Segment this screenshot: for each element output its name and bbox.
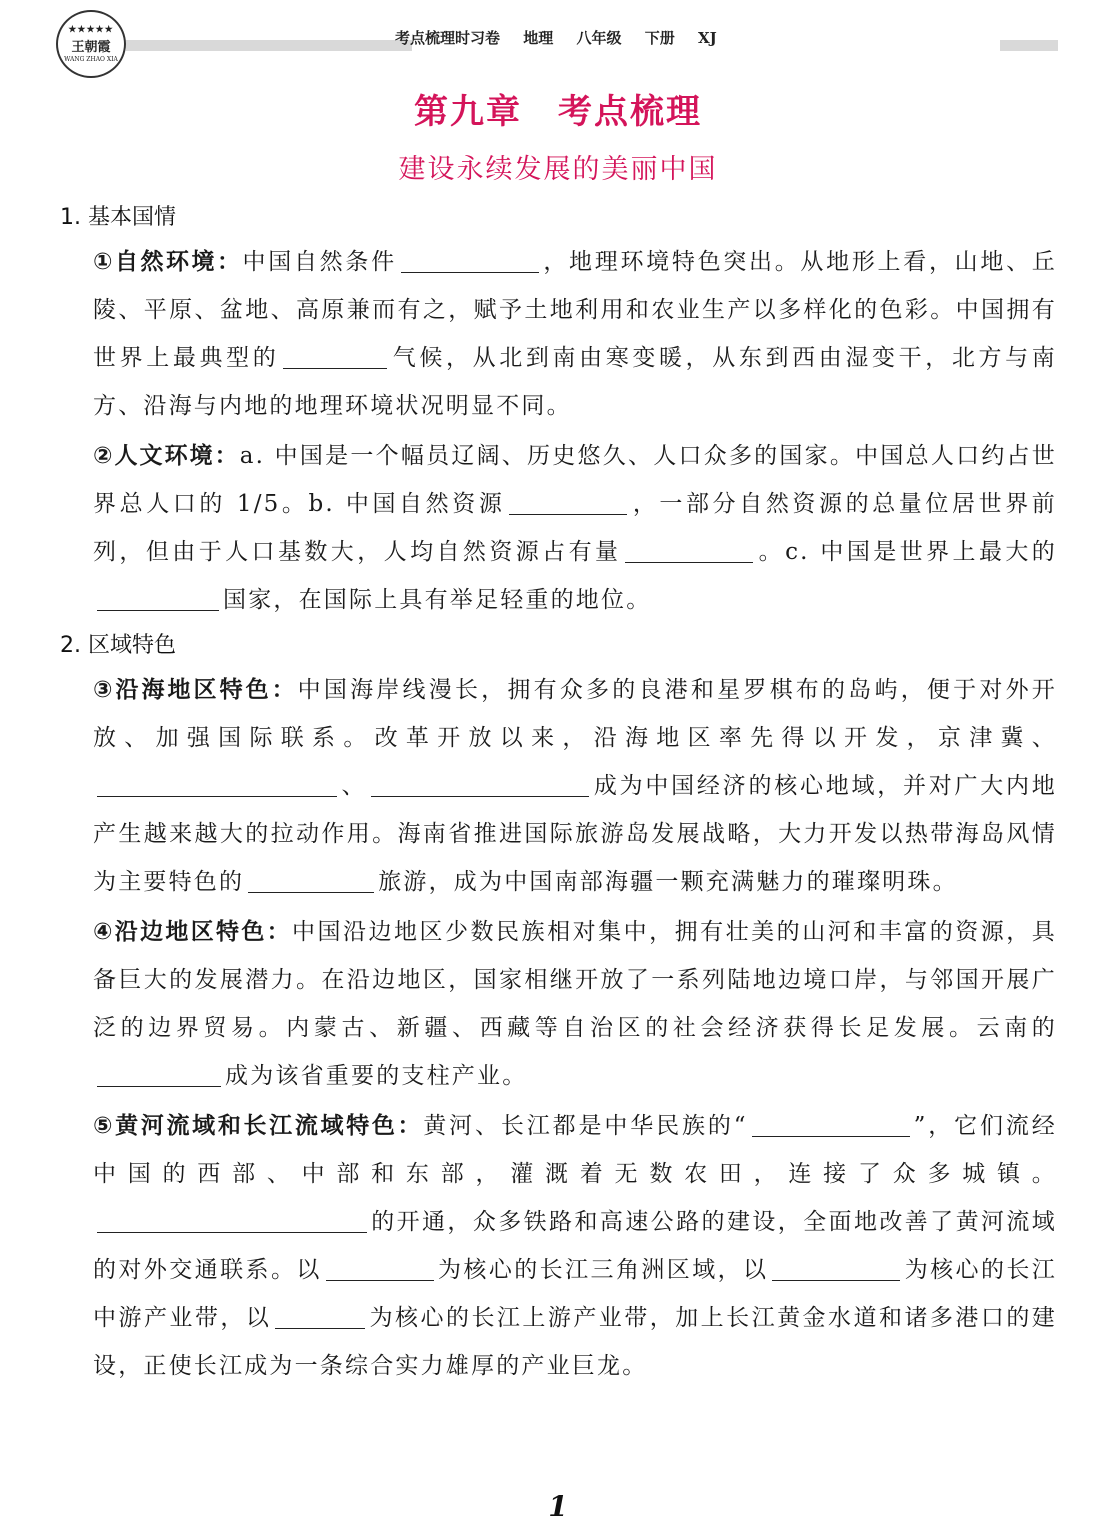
text-run: 气候，从北到南由寒变暖，从东到西由湿变干，北方与南方、沿海与内地的地理环境状况明显不同。 [93, 345, 1057, 419]
text-run: 成为中国经济的核心地域，并对广大内地产生越来越大的拉动作用。海南省推进国际旅游岛发展战略，大力开发以热带海岛风情为主要特色的 [93, 773, 1057, 895]
text-run: ，地理环境特色突出。从地形上看，山地、丘陵、平原、盆地、高原兼而有之，赋予土地利用和农业生产以多样化的色彩。中国拥有世界上最典型的 [93, 249, 1058, 371]
blank-delta-core[interactable] [326, 1256, 434, 1281]
text-run: 黄河、长江都是中华民族的“ [423, 1113, 748, 1139]
content [60, 198, 1060, 1392]
logo-stars: ★★★★★ [68, 25, 114, 35]
header-volume: 下册 [644, 29, 675, 47]
chapter-title [0, 84, 1116, 133]
paragraph-label: ②人文环境： [93, 443, 240, 469]
text-run: 旅游，成为中国南部海疆一颗充满魅力的璀璨明珠。 [378, 869, 958, 895]
blank-middle-core[interactable] [772, 1256, 900, 1281]
text-run: 为核心的长江三角洲区域，以 [437, 1257, 769, 1283]
text-run: 中国沿边地区少数民族相对集中，拥有壮美的山河和丰富的资源，具备巨大的发展潜力。在沿边地区，国家相继开放了一系列陆地边境口岸，与邻国开展广泛的边界贸易。内蒙古、新疆、西藏等自治区的社会经济获得长足发展。云南的 [93, 919, 1057, 1041]
paragraph-natural-environment [93, 238, 1057, 430]
header-title [395, 26, 735, 50]
blank-mother-river[interactable] [752, 1112, 910, 1137]
paragraph-label: ⑤黄河流域和长江流域特色： [93, 1113, 424, 1139]
blank-economic-region-2[interactable] [371, 772, 589, 797]
header-edition: XJ [698, 29, 717, 47]
text-run: 中国自然条件 [242, 249, 397, 275]
text-run: ，一部分自然资源的总量位居世界前列，但由于人口基数大，人均自然资源占有量 [93, 491, 1057, 565]
text-run: ”，它们流经中国的西部、中部和东部，灌溉着无数农田，连接了众多城镇。 [93, 1113, 1057, 1187]
paragraph-coastal [93, 666, 1057, 906]
paragraph-human-environment [93, 432, 1057, 624]
chapter-topic: 考点梳理 [558, 92, 702, 132]
chapter-subtitle: 建设永续发展的美丽中国 [398, 154, 718, 185]
paragraph-border [93, 908, 1057, 1100]
header-bar-left [126, 40, 412, 51]
blank-yunnan-industry[interactable] [97, 1062, 221, 1087]
text-run: 国家，在国际上具有举足轻重的地位。 [223, 587, 652, 613]
text-run: a. 中国是一个幅员辽阔、历史悠久、人口众多的国家。中国总人口约占世界总人口的 1/5。b. 中国自然资源 [93, 443, 1057, 517]
blank-country-type[interactable] [97, 586, 219, 611]
logo-text: 王朝霞 [71, 40, 111, 55]
section-heading-basic: 1. 基本国情 [60, 205, 176, 230]
text-run: 为核心的长江上游产业带，加上长江黄金水道和诸多港口的建设，正使长江成为一条综合实力雄厚的产业巨龙。 [93, 1305, 1057, 1379]
blank-resources[interactable] [509, 490, 627, 515]
header-bar-right [1000, 40, 1058, 51]
header-subject: 地理 [523, 29, 554, 47]
paragraph-rivers [93, 1102, 1057, 1390]
text-run: 的开通，众多铁路和高速公路的建设，全面地改善了黄河流域的对外交通联系。以 [93, 1209, 1057, 1283]
paragraph-label: ③沿海地区特色： [93, 677, 298, 703]
text-run: 中国海岸线漫长，拥有众多的良港和星罗棋布的岛屿，便于对外开放、加强国际联系。改革开放以来，沿海地区率先得以开发，京津冀、 [93, 677, 1057, 751]
text-run: 为核心的长江中游产业带，以 [93, 1257, 1057, 1331]
text-run: 成为该省重要的支柱产业。 [225, 1063, 528, 1089]
blank-upper-core[interactable] [275, 1304, 365, 1329]
chapter-number: 第九章 [414, 92, 522, 132]
logo-subtext: WANG ZHAO XIA [64, 56, 118, 63]
section-heading-regional: 2. 区域特色 [60, 633, 176, 658]
paragraph-label: ④沿边地区特色： [93, 919, 292, 945]
text-run: 。c. 中国是世界上最大的 [757, 539, 1058, 565]
page-header [0, 0, 1116, 80]
header-series: 考点梳理时习卷 [395, 29, 501, 47]
blank-tourism[interactable] [248, 868, 374, 893]
page-number: 1 [548, 1490, 568, 1523]
text-run: 、 [341, 773, 368, 799]
paragraph-label: ①自然环境： [93, 249, 243, 275]
blank-economic-region-1[interactable] [97, 772, 337, 797]
blank-per-capita[interactable] [625, 538, 753, 563]
blank-transport-project[interactable] [97, 1208, 367, 1233]
blank-natural-conditions[interactable] [401, 248, 539, 273]
header-grade: 八年级 [576, 29, 622, 47]
blank-climate[interactable] [283, 344, 387, 369]
publisher-logo [56, 10, 126, 78]
